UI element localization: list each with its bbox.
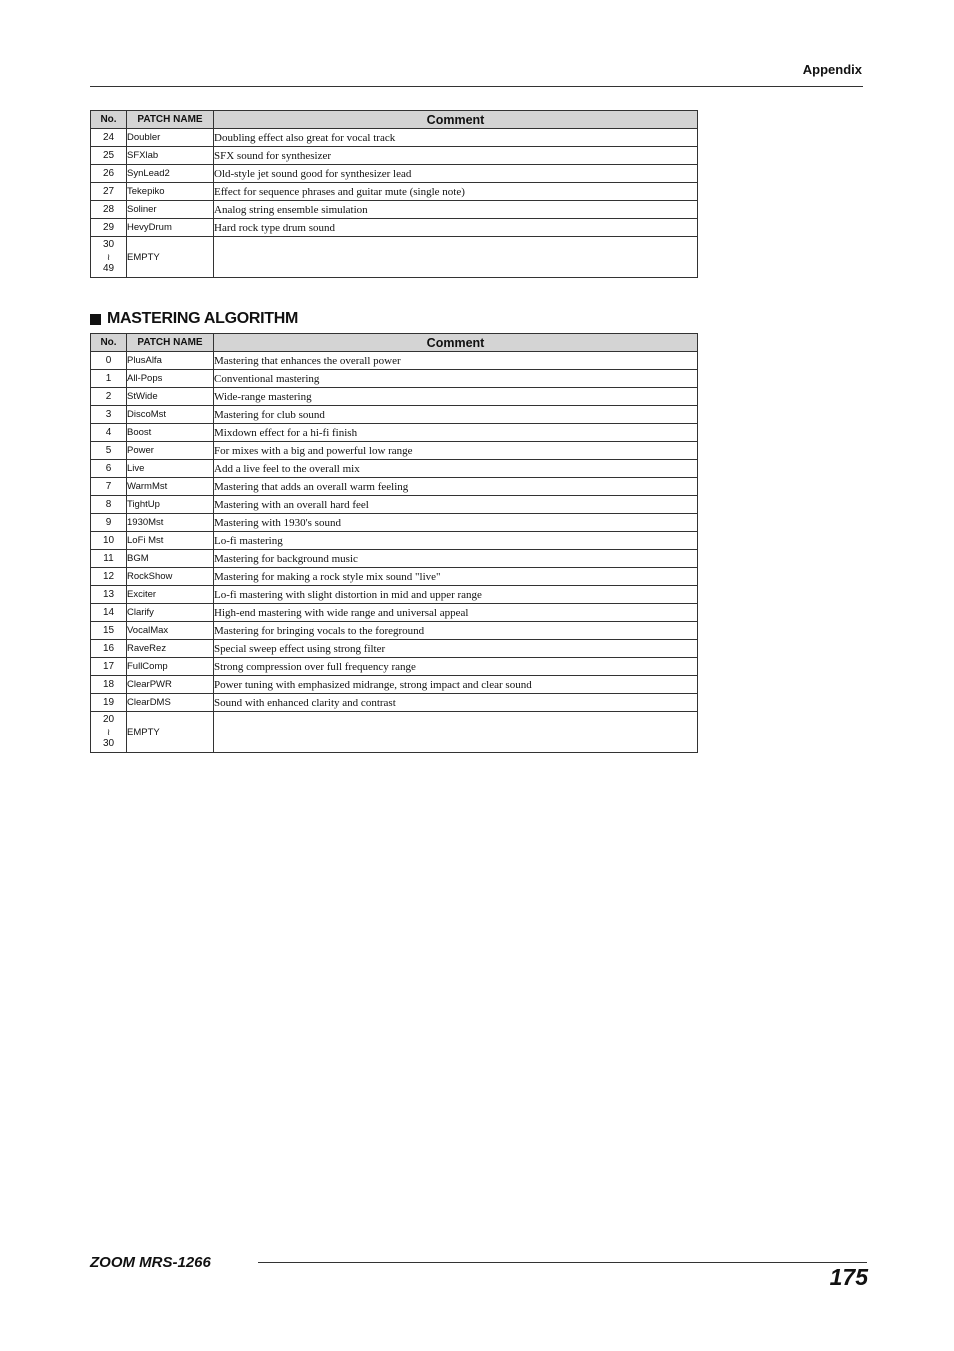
patch-number: 5 [91, 442, 127, 460]
column-header-no: No. [91, 111, 127, 129]
column-header-comment: Comment [214, 334, 698, 352]
table-row [91, 388, 698, 406]
patch-comment: Mastering for bringing vocals to the foreground [214, 622, 698, 640]
patch-comment: Add a live feel to the overall mix [214, 460, 698, 478]
patch-comment: Sound with enhanced clarity and contrast [214, 694, 698, 712]
column-header-comment: Comment [214, 111, 698, 129]
patch-comment: Mastering for making a rock style mix sound "live" [214, 568, 698, 586]
patch-name: Exciter [127, 586, 214, 604]
patch-comment: Mastering that adds an overall warm feeling [214, 478, 698, 496]
patch-comment: Power tuning with emphasized midrange, strong impact and clear sound [214, 676, 698, 694]
patch-name: PlusAlfa [127, 352, 214, 370]
patch-name: BGM [127, 550, 214, 568]
patch-comment: Wide-range mastering [214, 388, 698, 406]
patch-comment: High-end mastering with wide range and universal appeal [214, 604, 698, 622]
table-row [91, 183, 698, 201]
table-row [91, 622, 698, 640]
patch-name: StWide [127, 388, 214, 406]
patch-name: ClearDMS [127, 694, 214, 712]
table-row [91, 219, 698, 237]
table-row [91, 586, 698, 604]
table-row [91, 550, 698, 568]
patch-name: HevyDrum [127, 219, 214, 237]
patch-comment: Special sweep effect using strong filter [214, 640, 698, 658]
patch-name: RaveRez [127, 640, 214, 658]
patch-name: Clarify [127, 604, 214, 622]
section-heading [90, 310, 298, 328]
patch-name: Soliner [127, 201, 214, 219]
table-row [91, 640, 698, 658]
table-row [91, 514, 698, 532]
range-tilde: ≀ [106, 727, 111, 737]
table-row [91, 658, 698, 676]
patch-number: 12 [91, 568, 127, 586]
patch-name: Boost [127, 424, 214, 442]
header-divider [90, 86, 863, 87]
footer-divider [258, 1262, 867, 1263]
range-start: 30 [102, 239, 115, 250]
table-row [91, 676, 698, 694]
patch-name: Doubler [127, 129, 214, 147]
table-row-empty-range [91, 237, 698, 278]
table-row [91, 442, 698, 460]
table-body [91, 129, 698, 278]
patch-number: 15 [91, 622, 127, 640]
table-header-row [91, 334, 698, 352]
table-row [91, 352, 698, 370]
range-tilde: ≀ [106, 252, 111, 262]
patch-name: SFXlab [127, 147, 214, 165]
patch-number: 17 [91, 658, 127, 676]
patch-comment: Conventional mastering [214, 370, 698, 388]
patch-number: 0 [91, 352, 127, 370]
patch-number: 14 [91, 604, 127, 622]
column-header-patch-name: PATCH NAME [127, 111, 214, 129]
patch-comment: Lo-fi mastering [214, 532, 698, 550]
table-row [91, 201, 698, 219]
patch-comment: Mastering for background music [214, 550, 698, 568]
patch-number: 6 [91, 460, 127, 478]
patch-comment: Mastering with an overall hard feel [214, 496, 698, 514]
section-title-text: MASTERING ALGORITHM [107, 310, 299, 327]
patch-number: 25 [91, 147, 127, 165]
patch-table-top [90, 110, 698, 278]
table-row [91, 532, 698, 550]
patch-number-range [91, 237, 127, 278]
patch-name: TightUp [127, 496, 214, 514]
table-row [91, 460, 698, 478]
patch-number: 29 [91, 219, 127, 237]
patch-comment: Hard rock type drum sound [214, 219, 698, 237]
patch-number: 3 [91, 406, 127, 424]
patch-name: EMPTY [127, 712, 214, 753]
table-row-empty-range [91, 712, 698, 753]
patch-name: EMPTY [127, 237, 214, 278]
patch-comment: Mastering with 1930's sound [214, 514, 698, 532]
patch-number: 19 [91, 694, 127, 712]
patch-number: 28 [91, 201, 127, 219]
table-row [91, 496, 698, 514]
range-end: 49 [102, 263, 115, 274]
patch-comment: Mastering for club sound [214, 406, 698, 424]
square-bullet-icon [90, 314, 101, 325]
patch-name: Power [127, 442, 214, 460]
patch-number: 4 [91, 424, 127, 442]
footer-model-name: ZOOM MRS-1266 [90, 1254, 211, 1271]
column-header-no: No. [91, 334, 127, 352]
patch-number: 7 [91, 478, 127, 496]
patch-name: SynLead2 [127, 165, 214, 183]
patch-number: 18 [91, 676, 127, 694]
patch-number: 9 [91, 514, 127, 532]
patch-name: RockShow [127, 568, 214, 586]
table-row [91, 147, 698, 165]
table-header-row [91, 111, 698, 129]
table-row [91, 424, 698, 442]
patch-number: 16 [91, 640, 127, 658]
patch-number: 11 [91, 550, 127, 568]
table-row [91, 694, 698, 712]
patch-name: ClearPWR [127, 676, 214, 694]
patch-number: 24 [91, 129, 127, 147]
table-row [91, 129, 698, 147]
patch-comment: Lo-fi mastering with slight distortion in mid and upper range [214, 586, 698, 604]
table-row [91, 478, 698, 496]
mastering-table [90, 333, 698, 753]
column-header-patch-name: PATCH NAME [127, 334, 214, 352]
patch-number: 1 [91, 370, 127, 388]
table-row [91, 406, 698, 424]
patch-number: 10 [91, 532, 127, 550]
patch-comment: Old-style jet sound good for synthesizer lead [214, 165, 698, 183]
patch-name: Tekepiko [127, 183, 214, 201]
range-end: 30 [102, 738, 115, 749]
patch-name: WarmMst [127, 478, 214, 496]
patch-comment: Strong compression over full frequency range [214, 658, 698, 676]
patch-name: All-Pops [127, 370, 214, 388]
patch-number: 27 [91, 183, 127, 201]
patch-name: LoFi Mst [127, 532, 214, 550]
patch-comment [214, 712, 698, 753]
table-body [91, 352, 698, 753]
patch-name: FullComp [127, 658, 214, 676]
patch-number: 2 [91, 388, 127, 406]
patch-name: Live [127, 460, 214, 478]
table-row [91, 165, 698, 183]
patch-comment: Doubling effect also great for vocal track [214, 129, 698, 147]
patch-comment: For mixes with a big and powerful low range [214, 442, 698, 460]
range-start: 20 [102, 714, 115, 725]
table-row [91, 568, 698, 586]
patch-name: DiscoMst [127, 406, 214, 424]
patch-number: 13 [91, 586, 127, 604]
patch-number: 8 [91, 496, 127, 514]
patch-number: 26 [91, 165, 127, 183]
patch-comment: SFX sound for synthesizer [214, 147, 698, 165]
patch-name: 1930Mst [127, 514, 214, 532]
patch-comment: Analog string ensemble simulation [214, 201, 698, 219]
patch-name: VocalMax [127, 622, 214, 640]
patch-comment: Mixdown effect for a hi-fi finish [214, 424, 698, 442]
patch-comment: Effect for sequence phrases and guitar mute (single note) [214, 183, 698, 201]
table-row [91, 370, 698, 388]
patch-comment: Mastering that enhances the overall power [214, 352, 698, 370]
patch-number-range [91, 712, 127, 753]
table-row [91, 604, 698, 622]
page-number: 175 [829, 1264, 868, 1290]
header-section-label: Appendix [802, 62, 862, 77]
patch-comment [214, 237, 698, 278]
